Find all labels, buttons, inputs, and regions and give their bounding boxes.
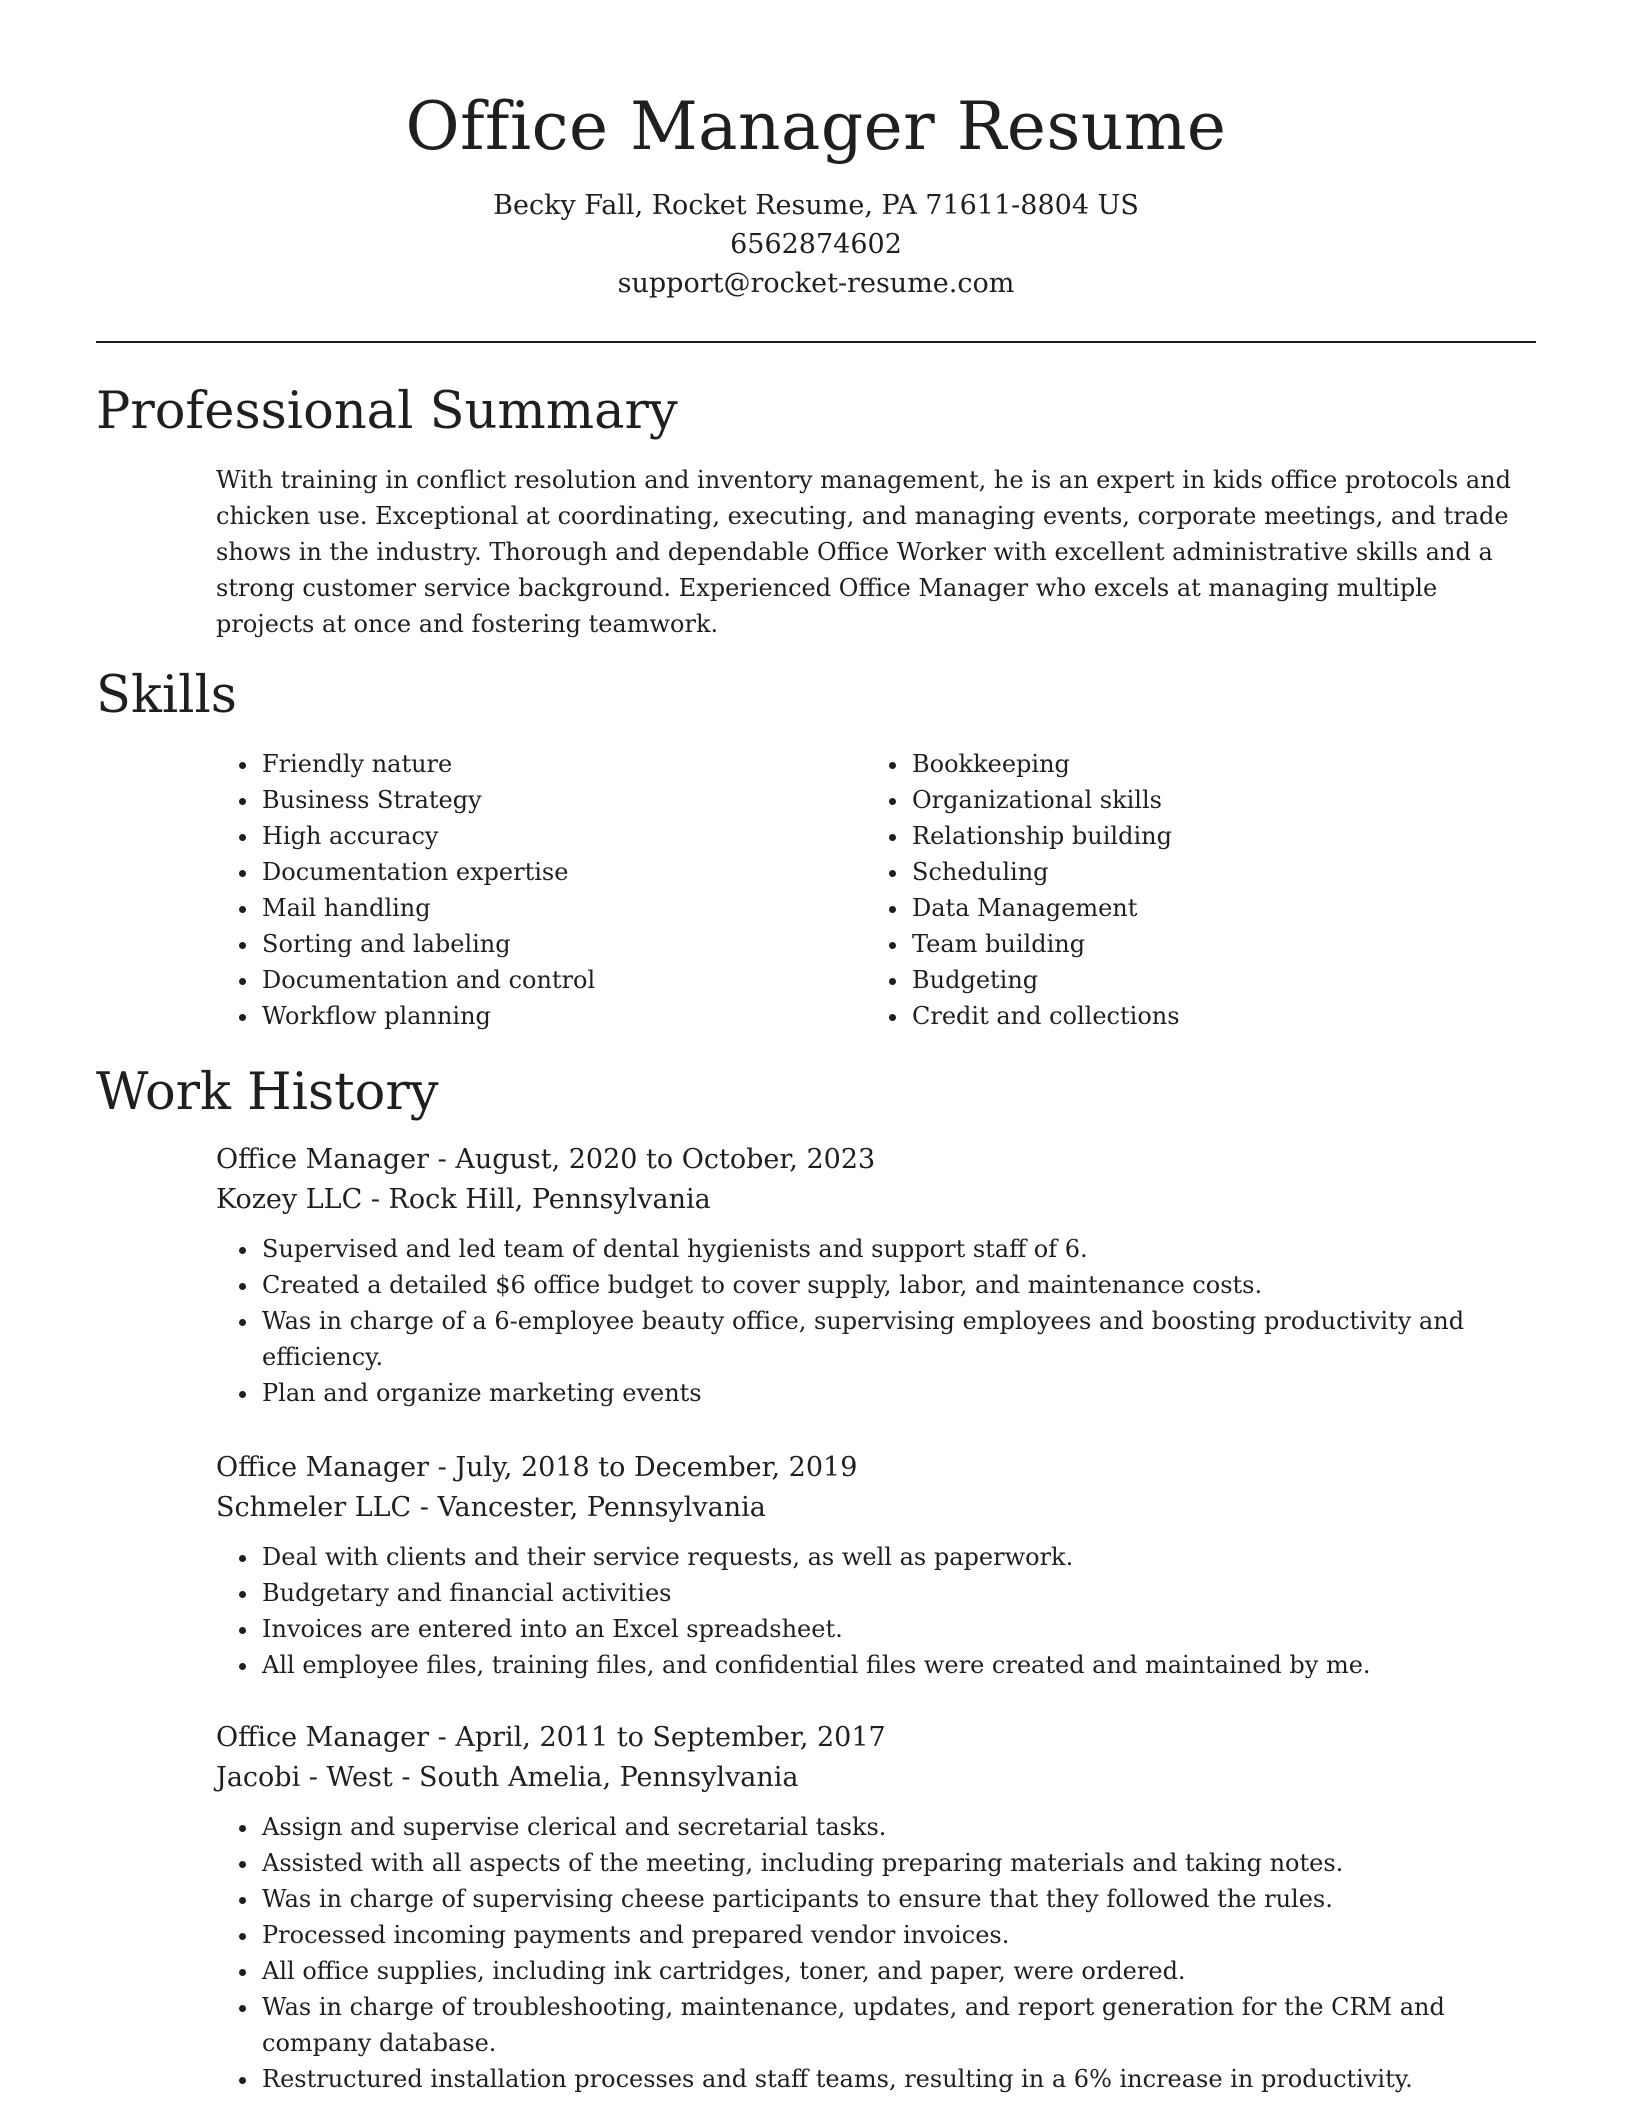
job-entry	[216, 1718, 1536, 2097]
job-company-location: Kozey LLC - Rock Hill, Pennsylvania	[216, 1184, 711, 1215]
skills-list	[216, 746, 1536, 1034]
skill-item: • Data Management	[910, 890, 1516, 926]
skill-item: • Budgeting	[910, 962, 1516, 998]
duty-item: • Was in charge of troubleshooting, maintenance, updates, and report generation for the CRM and company database.	[260, 1989, 1536, 2061]
duty-item: • Created a detailed $6 office budget to cover supply, labor, and maintenance costs.	[260, 1267, 1536, 1303]
job-entry	[216, 1140, 1536, 1411]
duty-item: • Assign and supervise clerical and secretarial tasks.	[260, 1809, 1536, 1845]
skill-item: • Mail handling	[260, 890, 866, 926]
job-duties	[216, 1539, 1536, 1683]
duty-item: • Processed incoming payments and prepared vendor invoices.	[260, 1917, 1536, 1953]
skill-item: • Documentation and control	[260, 962, 866, 998]
skill-item: • Team building	[910, 926, 1516, 962]
summary-text: With training in conflict resolution and inventory management, he is an expert in kids office protocols and chicken use. Exceptional at coordinating, executing, and managing events, corporate meetings, and trade shows in the industry. Thorough and dependable Office Worker with excellent administrative skills and a strong customer service background. Experienced Office Manager who excels at managing multiple projects at once and fostering teamwork.	[216, 466, 1511, 638]
duty-item: • Restructured installation processes and staff teams, resulting in a 6% increase in productivity.	[260, 2061, 1536, 2097]
duty-item: • Plan and organize marketing events	[260, 1375, 1536, 1411]
contact-address: Becky Fall, Rocket Resume, PA 71611-8804 US	[493, 190, 1139, 221]
duty-item: • Was in charge of supervising cheese participants to ensure that they followed the rules.	[260, 1881, 1536, 1917]
duty-item: • Invoices are entered into an Excel spreadsheet.	[260, 1611, 1536, 1647]
duty-item: • All office supplies, including ink cartridges, toner, and paper, were ordered.	[260, 1953, 1536, 1989]
job-title-dates: Office Manager - August, 2020 to October, 2023	[216, 1144, 876, 1175]
duty-item: • All employee files, training files, and confidential files were created and maintained by me.	[260, 1647, 1536, 1683]
resume-header	[96, 84, 1536, 303]
section-heading-skills: Skills	[96, 666, 237, 725]
duty-item: • Supervised and led team of dental hygienists and support staff of 6.	[260, 1231, 1536, 1267]
contact-block	[96, 186, 1536, 303]
duty-item: • Assisted with all aspects of the meeting, including preparing materials and taking notes.	[260, 1845, 1536, 1881]
job-title-dates: Office Manager - July, 2018 to December, 2019	[216, 1452, 858, 1483]
skill-item: • Business Strategy	[260, 782, 866, 818]
skills-column-right	[866, 746, 1516, 1034]
skill-item: • Sorting and labeling	[260, 926, 866, 962]
skill-item: • Relationship building	[910, 818, 1516, 854]
job-company-location: Schmeler LLC - Vancester, Pennsylvania	[216, 1492, 766, 1523]
job-duties	[216, 1231, 1536, 1411]
job-entry	[216, 1448, 1536, 1683]
section-heading-summary: Professional Summary	[96, 382, 678, 441]
contact-phone: 6562874602	[730, 229, 902, 260]
skills-column-left	[216, 746, 866, 1034]
skill-item: • Friendly nature	[260, 746, 866, 782]
job-company-location: Jacobi - West - South Amelia, Pennsylvania	[216, 1762, 799, 1793]
section-heading-work-history: Work History	[96, 1063, 439, 1122]
page-title: Office Manager Resume	[405, 88, 1227, 165]
job-title-dates: Office Manager - April, 2011 to September, 2017	[216, 1722, 886, 1753]
skill-item: • Workflow planning	[260, 998, 866, 1034]
header-divider	[96, 341, 1536, 343]
duty-item: • Budgetary and financial activities	[260, 1575, 1536, 1611]
skill-item: • Organizational skills	[910, 782, 1516, 818]
skill-item: • Scheduling	[910, 854, 1516, 890]
skill-item: • High accuracy	[260, 818, 866, 854]
skill-item: • Documentation expertise	[260, 854, 866, 890]
skill-item: • Bookkeeping	[910, 746, 1516, 782]
job-duties	[216, 1809, 1536, 2097]
duty-item: • Deal with clients and their service requests, as well as paperwork.	[260, 1539, 1536, 1575]
duty-item: • Was in charge of a 6-employee beauty office, supervising employees and boosting productivity and efficiency.	[260, 1303, 1536, 1375]
contact-email: support@rocket-resume.com	[617, 268, 1015, 299]
skill-item: • Credit and collections	[910, 998, 1516, 1034]
